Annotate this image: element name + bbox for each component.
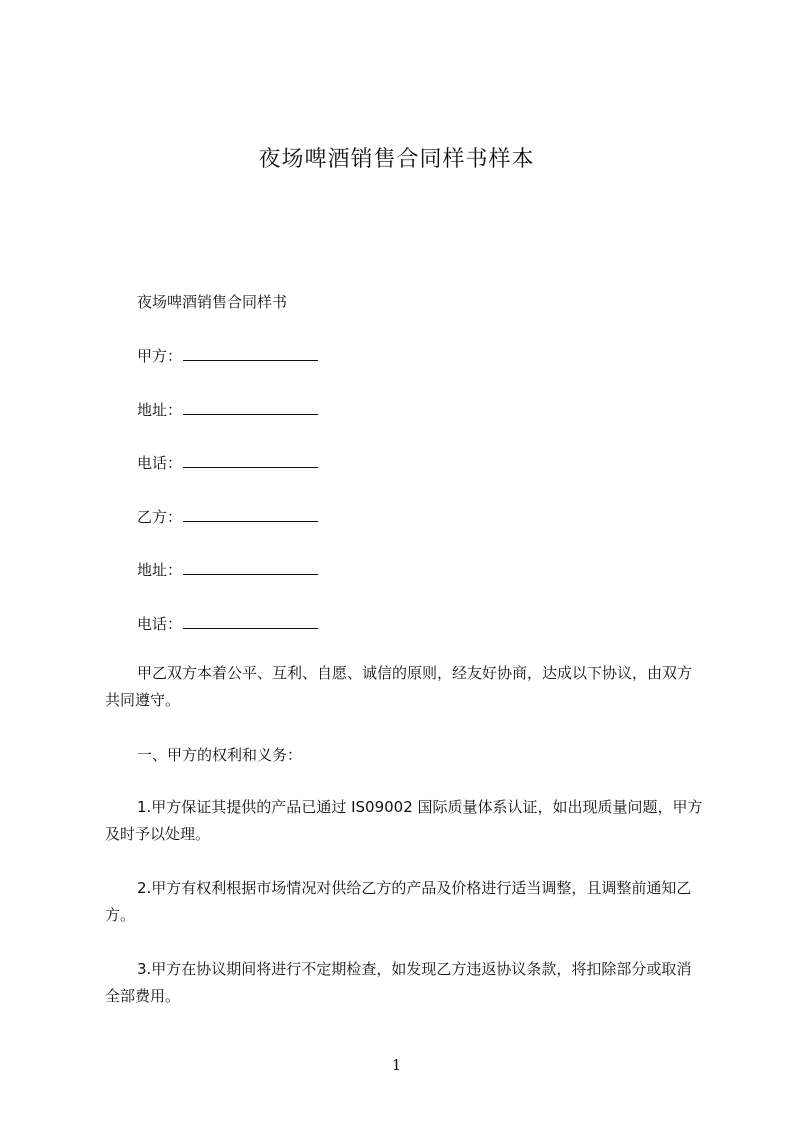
clause-1 [105,794,705,848]
section-heading: 一、甲方的权利和义务： [137,746,303,764]
clause-3 [105,956,705,1010]
party-b-label: 乙方： [137,508,183,526]
party-a-address-label: 地址： [137,401,183,419]
party-b-phone-label: 电话： [137,615,183,633]
intro-text: 甲乙双方本着公平、互利、自愿、诚信的原则，经友好协商，达成以下协议，由双方共同遵守。 [105,664,693,709]
clause-1-text: 1.甲方保证其提供的产品已通过 IS09002 国际质量体系认证，如出现质量问题，甲方及时予以处理。 [105,798,703,843]
page-number: 1 [391,1056,402,1074]
party-a-phone-field [137,452,318,473]
intro-paragraph [105,660,705,714]
party-a-label: 甲方： [137,347,183,365]
clause-3-text: 3.甲方在协议期间将进行不定期检查，如发现乙方违返协议条款，将扣除部分或取消全部费用。 [105,960,692,1005]
document-subtitle: 夜场啤酒销售合同样书 [137,293,288,311]
party-a-field [137,345,318,366]
party-a-blank [183,346,318,361]
party-a-phone-label: 电话： [137,454,183,472]
clause-2 [105,875,705,929]
party-b-phone-blank [183,614,318,629]
party-b-address-label: 地址： [137,561,183,579]
party-b-address-blank [183,560,318,575]
party-b-field [137,506,318,527]
clause-2-text: 2.甲方有权利根据市场情况对供给乙方的产品及价格进行适当调整，且调整前通知乙方。 [105,879,692,924]
party-b-blank [183,507,318,522]
party-b-phone-field [137,613,318,634]
party-a-address-field [137,399,318,420]
party-a-address-blank [183,400,318,415]
document-title: 夜场啤酒销售合同样书样本 [258,147,535,172]
party-a-phone-blank [183,453,318,468]
party-b-address-field [137,559,318,580]
